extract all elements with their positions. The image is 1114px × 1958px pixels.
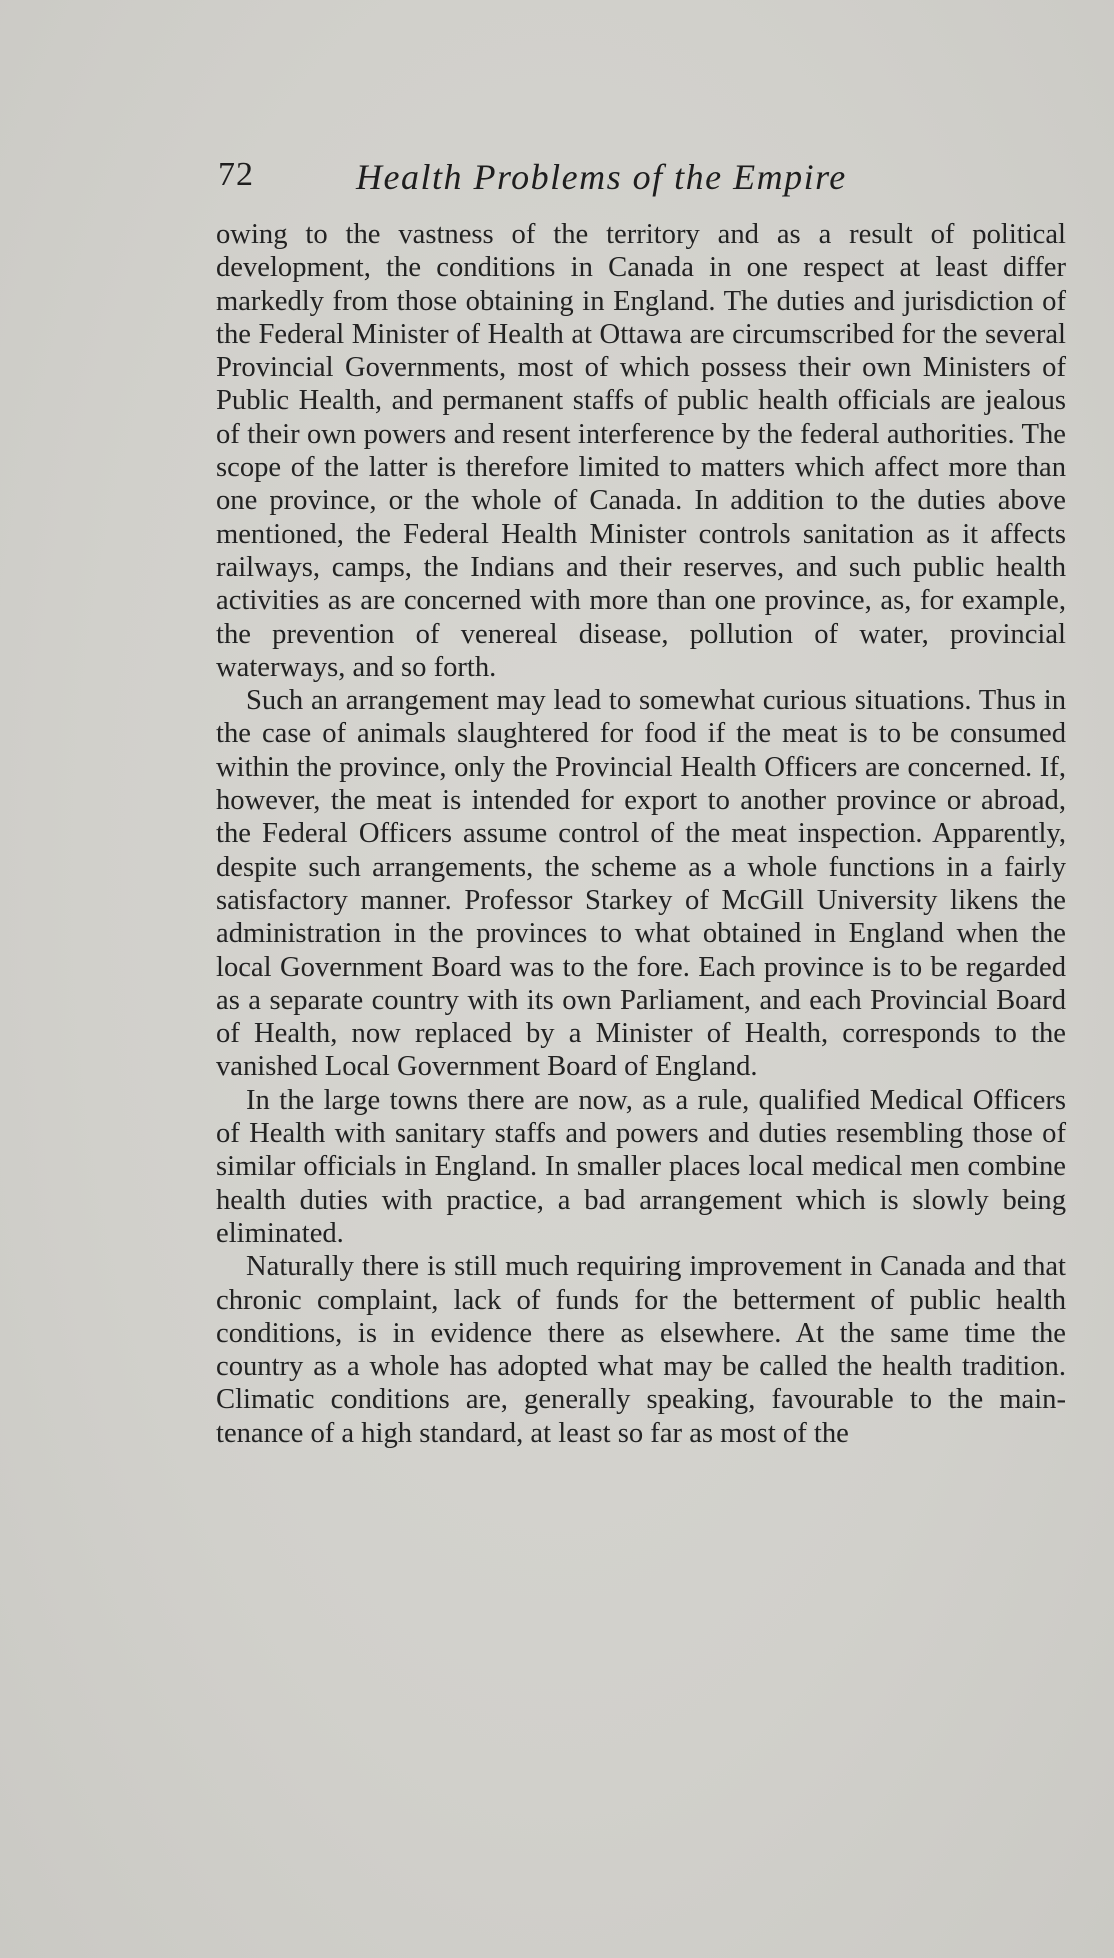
paragraph-arrangement: Such an arrangement may lead to somewhat curious situations. Thus in the case of animals slaughtered for food if the meat is to be consumed within the province, only the Provincial Health Officers are concerned. If, however, the meat is intended for export to another province or abroad, the Federal Officers assume control of the meat inspection. Apparently, despite such arrangements, the scheme as a whole functions in a fairly satisfactory manner. Professor Starkey of McGill University likens the administration in the provinces to what obtained in England when the local Government Board was to the fore. Each province is to be regarded as a separate country with its own Parliament, and each Provincial Board of Health, now replaced by a Minister of Health, corresponds to the vanished Local Government Board of England. xyxy=(216,685,1066,1083)
paragraph-continuation: owing to the vastness of the territory and as a result of political development, the conditions in Canada in one respect at least differ markedly from those obtaining in England. The duties and jurisdiction of the Federal Minister of Health at Ottawa are circumscribed for the several Provincial Governments, most of which possess their own Ministers of Public Health, and permanent staffs of public health officials are jealous of their own powers and resent interference by the federal authorities. The scope of the latter is therefore limited to matters which affect more than one province, or the whole of Canada. In addition to the duties above mentioned, the Federal Health Minister controls sanitation as it affects railways, camps, the Indians and their reserves, and such public health activities as are concerned with more than one province, as, for example, the prevention of venereal disease, pollution of water, provincial waterways, and so forth. xyxy=(216,219,1066,683)
running-head xyxy=(218,150,1068,210)
book-title: Health Problems of the Empire xyxy=(356,157,847,197)
paragraph-improvement: Naturally there is still much requiring improvement in Canada and that chronic complaint, lack of funds for the betterment of public health conditions, is in evidence there as elsewhere. At the same time the country as a whole has adopted what may be called the health tradition. Climatic conditions are, generally speaking, favourable to the main-tenance of a high standard, at least so far as most of the xyxy=(216,1251,1066,1449)
page-number: 72 xyxy=(218,156,254,193)
paragraph-large-towns: In the large towns there are now, as a rule, qualified Medical Officers of Health with sanitary staffs and powers and duties resembling those of similar officials in England. In smaller places local medical men combine health duties with practice, a bad arrangement which is slowly being eliminated. xyxy=(216,1084,1066,1249)
body-text xyxy=(216,218,1066,1450)
